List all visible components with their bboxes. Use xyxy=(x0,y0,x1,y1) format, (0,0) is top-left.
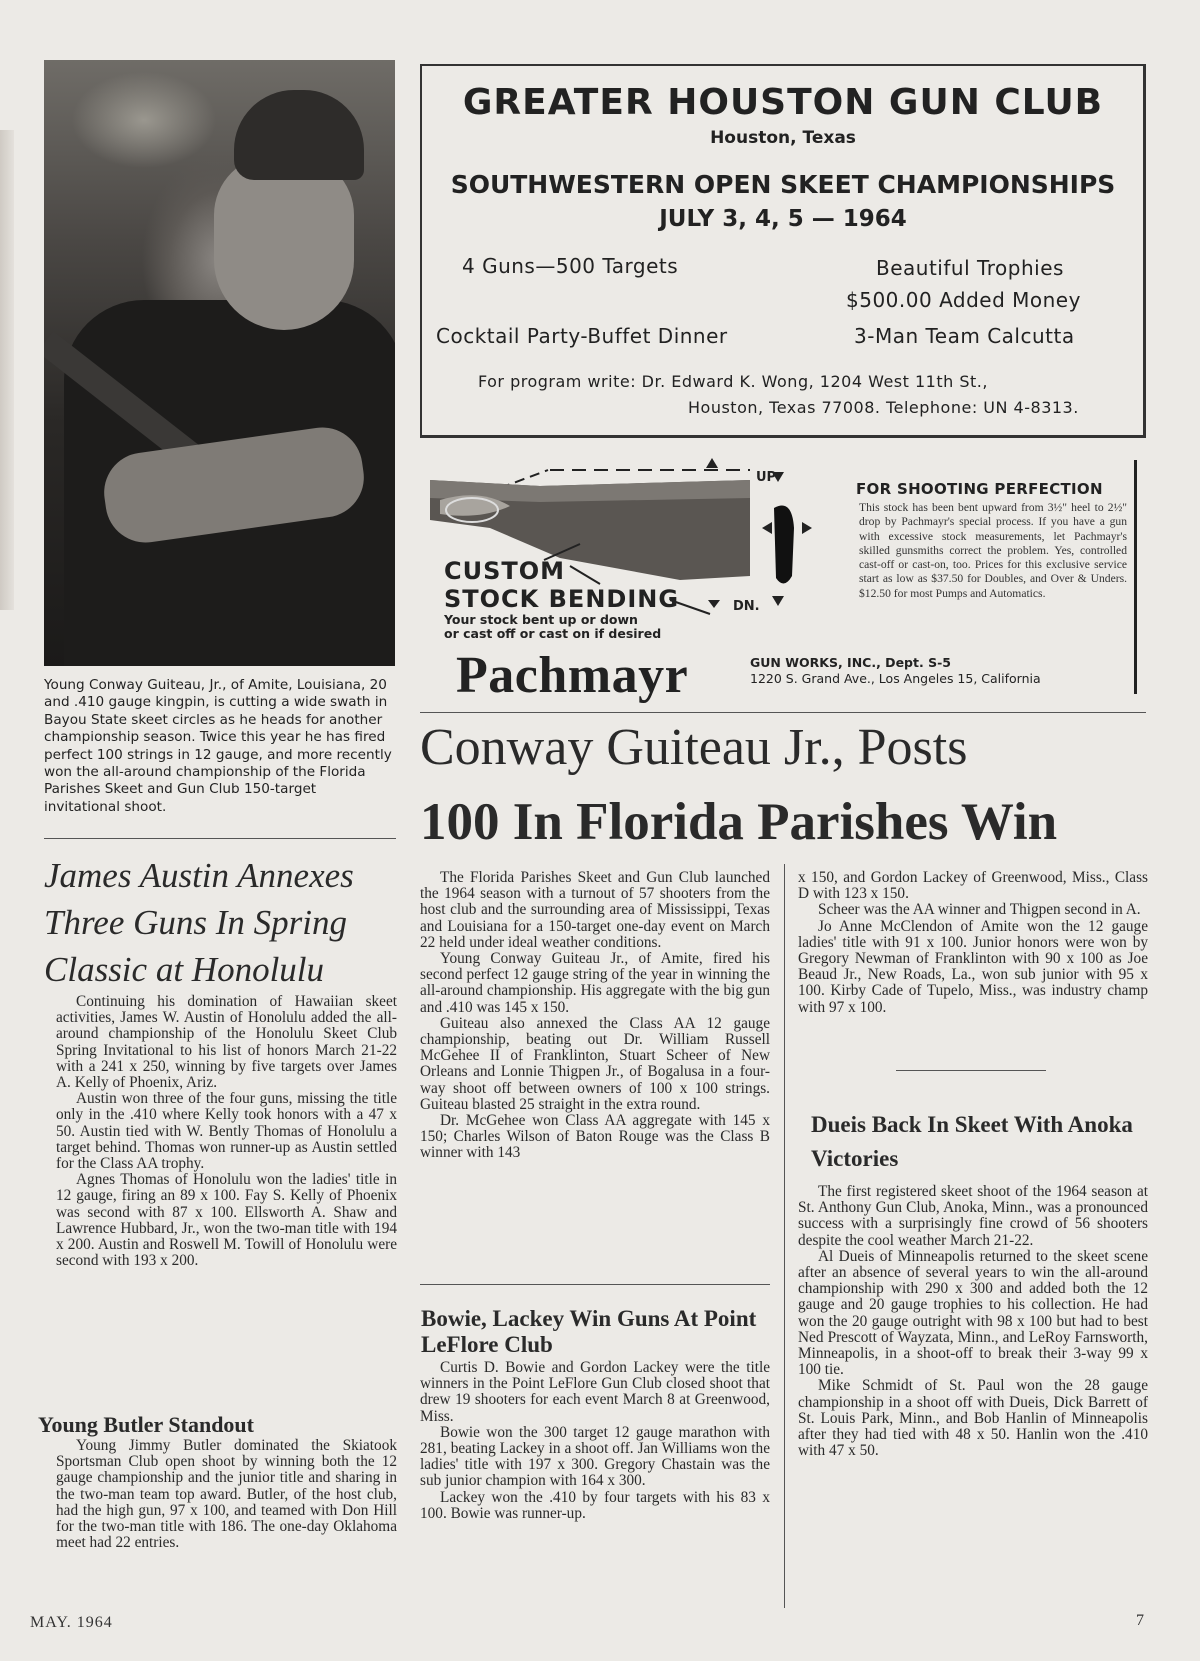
photo-caption: Young Conway Guiteau, Jr., of Amite, Louisiana, 20 and .410 gauge kingpin, is cutting a wide swath in Bayou State skeet circles as he heads for another championship season. Twice this year he has fired perfect 100 strings in 12 gauge, and more recently won the all-around championship of the Florida Parishes Skeet and Gun Club 150-target invitational shoot. xyxy=(44,677,392,815)
paragraph: Lackey won the .410 by four targets with his 83 x 100. Bowie was runner-up. xyxy=(420,1488,770,1522)
paragraph: Jo Anne McClendon of Amite won the 12 gauge ladies' title with 91 x 100. Junior honors were won by Gregory Newman of Franklinton with 90 x 100 as Joe Beaud Jr., New Roads, La., won sub junior with 95 x 100. Kirby Cade of Tupelo, Miss., was industry champ with 97 x 100. xyxy=(798,917,1148,1016)
pachmayr-body: This stock has been bent upward from 3½" heel to 2½" drop by Pachmayr's special process. If you have a gun with excessive stock measurements, let Pachmayr's skilled gunsmiths correct the problem. Yes, controlled cast-off or cast-on, too. Prices for this exclusive service start as low as $37.50 for Doubles, and Over & Unders. $12.50 for most Pumps and Automatics. xyxy=(859,501,1127,600)
paragraph: Mike Schmidt of St. Paul won the 28 gauge championship in a shoot off with Dueis, Dick Barrett of St. Louis Park, Minn., and Bob Hanlin of Minneapolis after they had tied with 48 x 50. Hanlin won the .410 with 47 x 50. xyxy=(798,1377,1148,1460)
divider xyxy=(44,838,396,839)
column-divider xyxy=(784,864,785,1608)
paragraph: Austin won three of the four guns, missing the title only in the .410 where Kelly took honors with a 47 x 50. Austin tied with W. Bently Thomas of Honolulu a target behind. Thomas won runner-up as Austin settled for the Class AA trophy. xyxy=(56,1090,397,1173)
ad-border-line xyxy=(1134,460,1137,694)
pachmayr-heading: FOR SHOOTING PERFECTION xyxy=(856,480,1103,498)
ad-contact: For program write: Dr. Edward K. Wong, 1204 West 11th St., xyxy=(478,372,988,391)
butler-article-body xyxy=(56,1438,397,1551)
page-edge-shadow xyxy=(0,130,14,610)
paragraph: Young Jimmy Butler dominated the Skiatook Sportsman Club open shoot by winning both the 12 gauge championship and the junior title and sharing in the two-man team top award. Butler, of the host club, had the high gun, 97 x 100, and teamed with Don Hill for the two-man title with 186. The one-day Oklahoma meet had 22 entries. xyxy=(56,1437,397,1552)
paragraph: The Florida Parishes Skeet and Gun Club launched the 1964 season with a turnout of 57 shooters from the host club and the surrounding area of Mississippi, Texas and Louisiana for a 150-target one-day event on March 22 held under ideal weather conditions. xyxy=(420,869,770,951)
divider xyxy=(896,1070,1046,1071)
austin-article-body xyxy=(56,994,397,1269)
ad-feature: Beautiful Trophies xyxy=(876,256,1064,280)
houston-ad-title: GREATER HOUSTON GUN CLUB xyxy=(462,82,1104,123)
down-label: DN. xyxy=(733,599,760,614)
main-headline-line2: 100 In Florida Parishes Win xyxy=(420,793,1058,851)
butler-headline: Young Butler Standout xyxy=(38,1412,254,1437)
paragraph: x 150, and Gordon Lackey of Greenwood, Miss., Class D with 123 x 150. xyxy=(798,869,1148,903)
houston-ad-location: Houston, Texas xyxy=(710,128,856,148)
houston-ad-dates: JULY 3, 4, 5 — 1964 xyxy=(659,206,907,232)
paragraph: Dr. McGehee won Class AA aggregate with 145 x 150; Charles Wilson of Baton Rouge was the Class B winner with 143 xyxy=(420,1112,770,1162)
paragraph: Scheer was the AA winner and Thigpen second in A. xyxy=(818,901,1141,919)
ad-feature: Cocktail Party-Buffet Dinner xyxy=(436,324,728,348)
ad-feature: $500.00 Added Money xyxy=(846,288,1081,312)
houston-ad-event: SOUTHWESTERN OPEN SKEET CHAMPIONSHIPS xyxy=(450,170,1116,199)
page-number: 7 xyxy=(1136,1612,1144,1629)
issue-date: MAY. 1964 xyxy=(30,1614,113,1631)
paragraph: Curtis D. Bowie and Gordon Lackey were the title winners in the Point LeFlore Gun Club closed shoot that drew 19 shooters for each event March 8 at Greenwood, Miss. xyxy=(420,1359,770,1425)
stock-note: Your stock bent up or down xyxy=(444,612,638,627)
guiteau-article-body xyxy=(420,870,770,1162)
pachmayr-address: 1220 S. Grand Ave., Los Angeles 15, California xyxy=(750,671,1041,686)
stock-note: or cast off or cast on if desired xyxy=(444,626,662,641)
bowie-headline: Bowie, Lackey Win Guns At Point LeFlore Club xyxy=(421,1306,757,1357)
up-label: UP xyxy=(756,470,777,485)
paragraph: The first registered skeet shoot of the 1964 season at St. Anthony Gun Club, Anoka, Minn., was a pronounced success with a surprisingly fine crowd of 56 shooters despite the cool weather March 21-22. xyxy=(798,1183,1148,1249)
ad-feature: 4 Guns—500 Targets xyxy=(462,254,679,278)
main-headline-line1: Conway Guiteau Jr., Posts xyxy=(420,719,968,776)
dueis-article-body xyxy=(798,1184,1148,1459)
guiteau-article-continued xyxy=(798,870,1148,1016)
bowie-article-body xyxy=(420,1360,770,1522)
paragraph: Al Dueis of Minneapolis returned to the skeet scene after an absence of several years to win the all-around championship with 290 x 300 and added both the 12 gauge and 20 gauge trophies to his collection. He had won the 20 gauge outright with 98 x 100 but had to best Ned Prescott of Wayzata, Minn., and LeRoy Farnsworth, Minneapolis, in a shoot-off to break their 3-way 99 x 100 tie. xyxy=(798,1247,1148,1379)
dueis-headline: Dueis Back In Skeet With Anoka Victories xyxy=(811,1112,1133,1171)
ad-feature: 3-Man Team Calcutta xyxy=(854,324,1075,348)
paragraph: Young Conway Guiteau Jr., of Amite, fired his second perfect 12 gauge string of the year in winning the all-around championship. His aggregate with the big gun and .410 was 145 x 150. xyxy=(420,950,770,1016)
portrait-photo xyxy=(44,60,395,666)
paragraph: Agnes Thomas of Honolulu won the ladies' title in 12 gauge, firing an 89 x 100. Fay S. Kelly of Phoenix was second with 87 x 100. Ellsworth A. Shaw and Lawrence Hubbard, Jr., won the two-man title with 194 x 200. Austin and Roswell M. Towill of Honolulu were second with 193 x 200. xyxy=(56,1171,397,1270)
paragraph: Continuing his domination of Hawaiian skeet activities, James W. Austin of Honolulu added the all-around championship of the Honolulu Skeet Club Spring Invitational to his list of honors March 21-22 with a 241 x 250, winning by five targets over James A. Kelly of Phoenix, Ariz. xyxy=(56,993,397,1092)
divider xyxy=(420,1284,770,1285)
stock-bending-label: STOCK BENDING xyxy=(444,585,680,613)
paragraph: Guiteau also annexed the Class AA 12 gauge championship, beating out Dr. William Russell McGehee II of Franklinton, Stuart Scheer of New Orleans and Lonnie Thigpen Jr., of Bogalusa in a four-way shoot off between owners of 100 x 100 strings. Guiteau blasted 25 straight in the extra round. xyxy=(420,1014,770,1113)
austin-headline: James Austin Annexes Three Guns In Spring Classic at Honolulu xyxy=(44,856,354,989)
pachmayr-logo: Pachmayr xyxy=(456,647,689,704)
divider xyxy=(420,712,1146,713)
ad-contact: Houston, Texas 77008. Telephone: UN 4-8313. xyxy=(688,398,1079,417)
paragraph: Bowie won the 300 target 12 gauge marathon with 281, beating Lackey in a shoot off. Jan Williams won the ladies' title with 197 x 300. Gregory Chastain was the sub junior champion with 164 x 300. xyxy=(420,1423,770,1490)
pachmayr-company: GUN WORKS, INC., Dept. S-5 xyxy=(750,655,951,670)
custom-label: CUSTOM xyxy=(444,557,566,585)
